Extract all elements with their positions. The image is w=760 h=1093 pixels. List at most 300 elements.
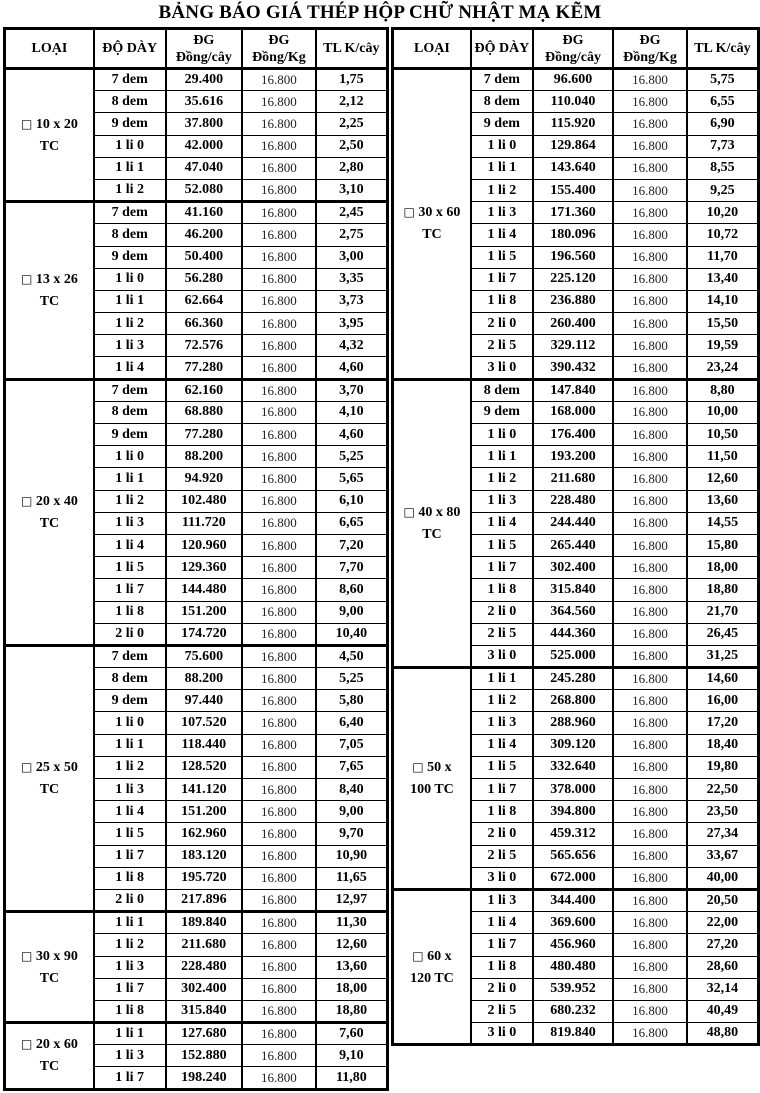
- weight-per-piece-cell: 6,10: [316, 490, 388, 512]
- checkbox-icon: □: [412, 760, 424, 774]
- weight-per-piece-cell: 4,32: [316, 335, 388, 357]
- type-cell: □ 60 x 120 TC: [392, 889, 471, 1044]
- thickness-cell: 1 li 2: [94, 490, 166, 512]
- price-per-piece-cell: 672.000: [533, 867, 613, 889]
- price-per-piece-cell: 62.664: [166, 290, 243, 312]
- thickness-cell: 2 li 5: [471, 1000, 533, 1022]
- thickness-cell: 1 li 8: [471, 290, 533, 312]
- price-per-piece-cell: 77.280: [166, 424, 243, 446]
- thickness-cell: 1 li 5: [471, 756, 533, 778]
- thickness-cell: 2 li 5: [471, 335, 533, 357]
- thickness-cell: 1 li 0: [94, 446, 166, 468]
- column-header: ĐG Đồng/Kg: [242, 29, 316, 69]
- thickness-cell: 1 li 2: [94, 756, 166, 778]
- right-price-table: [391, 27, 760, 1046]
- thickness-cell: 1 li 8: [471, 956, 533, 978]
- weight-per-piece-cell: 9,70: [316, 823, 388, 845]
- thickness-cell: 1 li 7: [471, 934, 533, 956]
- weight-per-piece-cell: 7,60: [316, 1023, 388, 1045]
- price-per-kg-cell: 16.800: [242, 756, 316, 778]
- price-per-kg-cell: 16.800: [242, 401, 316, 423]
- weight-per-piece-cell: 11,70: [687, 246, 759, 268]
- price-per-kg-cell: 16.800: [613, 557, 687, 579]
- price-per-kg-cell: 16.800: [242, 845, 316, 867]
- column-header: ĐG Đồng/cây: [533, 29, 613, 69]
- price-per-kg-cell: 16.800: [613, 845, 687, 867]
- weight-per-piece-cell: 10,00: [687, 401, 759, 423]
- thickness-cell: 1 li 5: [471, 246, 533, 268]
- price-per-kg-cell: 16.800: [613, 335, 687, 357]
- price-per-kg-cell: 16.800: [242, 357, 316, 379]
- weight-per-piece-cell: 18,80: [316, 1000, 388, 1022]
- price-per-piece-cell: 171.360: [533, 202, 613, 224]
- price-per-kg-cell: 16.800: [242, 91, 316, 113]
- weight-per-piece-cell: 15,50: [687, 313, 759, 335]
- weight-per-piece-cell: 4,60: [316, 357, 388, 379]
- thickness-cell: 1 li 3: [471, 202, 533, 224]
- weight-per-piece-cell: 3,35: [316, 268, 388, 290]
- price-per-kg-cell: 16.800: [242, 623, 316, 645]
- weight-per-piece-cell: 23,24: [687, 357, 759, 379]
- checkbox-icon: □: [21, 1037, 33, 1052]
- weight-per-piece-cell: 14,10: [687, 290, 759, 312]
- thickness-cell: 1 li 3: [94, 956, 166, 978]
- type-cell: □ 20 x 60 TC: [5, 1023, 94, 1090]
- thickness-cell: 7 dem: [94, 202, 166, 224]
- weight-per-piece-cell: 12,97: [316, 889, 388, 911]
- price-per-piece-cell: 260.400: [533, 313, 613, 335]
- price-per-kg-cell: 16.800: [242, 1023, 316, 1045]
- price-per-piece-cell: 525.000: [533, 645, 613, 667]
- price-per-kg-cell: 16.800: [613, 424, 687, 446]
- table-row: [5, 645, 388, 667]
- thickness-cell: 1 li 4: [471, 224, 533, 246]
- weight-per-piece-cell: 12,60: [687, 468, 759, 490]
- table-row: [392, 379, 758, 401]
- weight-per-piece-cell: 11,65: [316, 867, 388, 889]
- weight-per-piece-cell: 3,73: [316, 290, 388, 312]
- price-per-piece-cell: 52.080: [166, 179, 243, 201]
- price-per-kg-cell: 16.800: [242, 313, 316, 335]
- weight-per-piece-cell: 10,40: [316, 623, 388, 645]
- price-per-piece-cell: 369.600: [533, 912, 613, 934]
- price-per-kg-cell: 16.800: [613, 91, 687, 113]
- price-per-piece-cell: 819.840: [533, 1023, 613, 1045]
- price-per-kg-cell: 16.800: [242, 601, 316, 623]
- price-per-piece-cell: 193.200: [533, 446, 613, 468]
- price-per-piece-cell: 68.880: [166, 401, 243, 423]
- weight-per-piece-cell: 19,59: [687, 335, 759, 357]
- price-per-kg-cell: 16.800: [613, 246, 687, 268]
- table-row: [5, 379, 388, 401]
- weight-per-piece-cell: 6,40: [316, 712, 388, 734]
- price-per-kg-cell: 16.800: [613, 867, 687, 889]
- price-per-kg-cell: 16.800: [242, 246, 316, 268]
- weight-per-piece-cell: 11,80: [316, 1067, 388, 1089]
- thickness-cell: 9 dem: [94, 246, 166, 268]
- checkbox-icon: □: [403, 205, 415, 220]
- price-per-kg-cell: 16.800: [242, 557, 316, 579]
- price-per-piece-cell: 288.960: [533, 712, 613, 734]
- price-per-kg-cell: 16.800: [242, 823, 316, 845]
- price-per-kg-cell: 16.800: [242, 113, 316, 135]
- price-per-piece-cell: 35.616: [166, 91, 243, 113]
- thickness-cell: 3 li 0: [471, 357, 533, 379]
- price-per-kg-cell: 16.800: [613, 157, 687, 179]
- price-per-kg-cell: 16.800: [613, 446, 687, 468]
- checkbox-icon: □: [21, 948, 33, 963]
- weight-per-piece-cell: 8,55: [687, 157, 759, 179]
- page-title: BẢNG BÁO GIÁ THÉP HỘP CHỮ NHẬT MẠ KẼM: [158, 2, 602, 23]
- price-per-kg-cell: 16.800: [242, 668, 316, 690]
- price-per-kg-cell: 16.800: [613, 179, 687, 201]
- price-per-piece-cell: 102.480: [166, 490, 243, 512]
- weight-per-piece-cell: 18,00: [316, 978, 388, 1000]
- thickness-cell: 1 li 8: [471, 579, 533, 601]
- price-per-kg-cell: 16.800: [242, 734, 316, 756]
- thickness-cell: 1 li 0: [94, 268, 166, 290]
- weight-per-piece-cell: 18,80: [687, 579, 759, 601]
- price-per-kg-cell: 16.800: [613, 734, 687, 756]
- header-row: [5, 29, 388, 69]
- weight-per-piece-cell: 17,20: [687, 712, 759, 734]
- price-per-piece-cell: 72.576: [166, 335, 243, 357]
- thickness-cell: 1 li 2: [94, 313, 166, 335]
- weight-per-piece-cell: 14,55: [687, 512, 759, 534]
- price-per-kg-cell: 16.800: [242, 801, 316, 823]
- price-per-piece-cell: 75.600: [166, 645, 243, 667]
- weight-per-piece-cell: 7,20: [316, 534, 388, 556]
- thickness-cell: 7 dem: [94, 379, 166, 401]
- price-per-kg-cell: 16.800: [242, 490, 316, 512]
- type-cell: □ 50 x 100 TC: [392, 668, 471, 890]
- price-per-kg-cell: 16.800: [242, 468, 316, 490]
- price-per-piece-cell: 211.680: [533, 468, 613, 490]
- thickness-cell: 1 li 5: [94, 557, 166, 579]
- thickness-cell: 1 li 4: [471, 512, 533, 534]
- weight-per-piece-cell: 5,25: [316, 446, 388, 468]
- weight-per-piece-cell: 9,00: [316, 801, 388, 823]
- price-per-kg-cell: 16.800: [242, 1045, 316, 1067]
- price-per-kg-cell: 16.800: [613, 756, 687, 778]
- left-price-table: [3, 27, 389, 1091]
- price-per-kg-cell: 16.800: [613, 69, 687, 91]
- price-per-kg-cell: 16.800: [613, 1023, 687, 1045]
- price-per-piece-cell: 62.160: [166, 379, 243, 401]
- weight-per-piece-cell: 9,00: [316, 601, 388, 623]
- weight-per-piece-cell: 7,65: [316, 756, 388, 778]
- checkbox-icon: □: [21, 760, 33, 774]
- weight-per-piece-cell: 10,20: [687, 202, 759, 224]
- weight-per-piece-cell: 21,70: [687, 601, 759, 623]
- thickness-cell: 3 li 0: [471, 1023, 533, 1045]
- price-per-piece-cell: 332.640: [533, 756, 613, 778]
- thickness-cell: 1 li 0: [471, 424, 533, 446]
- price-per-kg-cell: 16.800: [242, 268, 316, 290]
- weight-per-piece-cell: 13,60: [687, 490, 759, 512]
- price-per-piece-cell: 42.000: [166, 135, 243, 157]
- weight-per-piece-cell: 13,40: [687, 268, 759, 290]
- price-per-kg-cell: 16.800: [242, 224, 316, 246]
- price-per-piece-cell: 174.720: [166, 623, 243, 645]
- thickness-cell: 1 li 3: [94, 1045, 166, 1067]
- price-per-piece-cell: 144.480: [166, 579, 243, 601]
- weight-per-piece-cell: 2,25: [316, 113, 388, 135]
- thickness-cell: 9 dem: [94, 113, 166, 135]
- price-per-piece-cell: 390.432: [533, 357, 613, 379]
- price-per-kg-cell: 16.800: [242, 512, 316, 534]
- weight-per-piece-cell: 32,14: [687, 978, 759, 1000]
- price-per-piece-cell: 196.560: [533, 246, 613, 268]
- checkbox-icon: □: [412, 948, 424, 963]
- thickness-cell: 1 li 7: [94, 978, 166, 1000]
- weight-per-piece-cell: 2,75: [316, 224, 388, 246]
- price-per-piece-cell: 147.840: [533, 379, 613, 401]
- table-row: [5, 1023, 388, 1045]
- thickness-cell: 1 li 3: [471, 490, 533, 512]
- thickness-cell: 1 li 1: [94, 157, 166, 179]
- price-per-piece-cell: 29.400: [166, 69, 243, 91]
- price-per-kg-cell: 16.800: [613, 512, 687, 534]
- weight-per-piece-cell: 4,50: [316, 645, 388, 667]
- table-row: [392, 668, 758, 690]
- weight-per-piece-cell: 22,00: [687, 912, 759, 934]
- weight-per-piece-cell: 10,72: [687, 224, 759, 246]
- thickness-cell: 1 li 1: [471, 157, 533, 179]
- price-per-piece-cell: 394.800: [533, 801, 613, 823]
- price-per-kg-cell: 16.800: [613, 623, 687, 645]
- thickness-cell: 1 li 8: [471, 801, 533, 823]
- table-row: [392, 889, 758, 911]
- price-per-piece-cell: 228.480: [533, 490, 613, 512]
- price-per-piece-cell: 329.112: [533, 335, 613, 357]
- price-per-kg-cell: 16.800: [242, 379, 316, 401]
- price-per-kg-cell: 16.800: [242, 290, 316, 312]
- thickness-cell: 2 li 5: [471, 845, 533, 867]
- thickness-cell: 9 dem: [471, 113, 533, 135]
- price-per-kg-cell: 16.800: [613, 490, 687, 512]
- thickness-cell: 1 li 3: [94, 512, 166, 534]
- price-per-kg-cell: 16.800: [242, 934, 316, 956]
- weight-per-piece-cell: 27,34: [687, 823, 759, 845]
- price-per-kg-cell: 16.800: [613, 801, 687, 823]
- price-per-piece-cell: 97.440: [166, 690, 243, 712]
- type-cell: □ 20 x 40 TC: [5, 379, 94, 645]
- weight-per-piece-cell: 8,60: [316, 579, 388, 601]
- thickness-cell: 8 dem: [471, 379, 533, 401]
- column-header: ĐG Đồng/cây: [166, 29, 243, 69]
- price-per-kg-cell: 16.800: [242, 912, 316, 934]
- price-per-kg-cell: 16.800: [242, 690, 316, 712]
- thickness-cell: 1 li 4: [94, 357, 166, 379]
- price-per-piece-cell: 315.840: [166, 1000, 243, 1022]
- thickness-cell: 1 li 1: [94, 734, 166, 756]
- price-per-kg-cell: 16.800: [613, 224, 687, 246]
- thickness-cell: 1 li 2: [94, 934, 166, 956]
- thickness-cell: 1 li 3: [471, 712, 533, 734]
- price-per-piece-cell: 110.040: [533, 91, 613, 113]
- thickness-cell: 1 li 7: [471, 268, 533, 290]
- thickness-cell: 1 li 2: [94, 179, 166, 201]
- header-row: [392, 29, 758, 69]
- price-per-kg-cell: 16.800: [613, 113, 687, 135]
- price-per-piece-cell: 183.120: [166, 845, 243, 867]
- column-header: ĐỘ DÀY: [94, 29, 166, 69]
- weight-per-piece-cell: 3,70: [316, 379, 388, 401]
- thickness-cell: 2 li 0: [471, 313, 533, 335]
- price-per-piece-cell: 88.200: [166, 446, 243, 468]
- price-per-piece-cell: 268.800: [533, 690, 613, 712]
- weight-per-piece-cell: 15,80: [687, 534, 759, 556]
- column-header: LOẠI: [392, 29, 471, 69]
- weight-per-piece-cell: 10,50: [687, 424, 759, 446]
- thickness-cell: 9 dem: [94, 424, 166, 446]
- thickness-cell: 1 li 2: [471, 468, 533, 490]
- thickness-cell: 1 li 7: [471, 779, 533, 801]
- weight-per-piece-cell: 13,60: [316, 956, 388, 978]
- thickness-cell: 1 li 1: [94, 468, 166, 490]
- price-per-piece-cell: 46.200: [166, 224, 243, 246]
- price-per-piece-cell: 309.120: [533, 734, 613, 756]
- weight-per-piece-cell: 11,50: [687, 446, 759, 468]
- thickness-cell: 1 li 3: [94, 335, 166, 357]
- type-cell: □ 25 x 50 TC: [5, 645, 94, 911]
- weight-per-piece-cell: 3,95: [316, 313, 388, 335]
- price-per-kg-cell: 16.800: [613, 912, 687, 934]
- price-per-piece-cell: 225.120: [533, 268, 613, 290]
- price-per-piece-cell: 480.480: [533, 956, 613, 978]
- price-per-kg-cell: 16.800: [613, 135, 687, 157]
- thickness-cell: 7 dem: [471, 69, 533, 91]
- price-per-kg-cell: 16.800: [613, 401, 687, 423]
- weight-per-piece-cell: 12,60: [316, 934, 388, 956]
- table-row: [5, 69, 388, 91]
- price-per-kg-cell: 16.800: [242, 424, 316, 446]
- price-per-piece-cell: 162.960: [166, 823, 243, 845]
- price-per-piece-cell: 680.232: [533, 1000, 613, 1022]
- price-per-kg-cell: 16.800: [613, 1000, 687, 1022]
- thickness-cell: 1 li 2: [471, 179, 533, 201]
- thickness-cell: 9 dem: [471, 401, 533, 423]
- price-per-piece-cell: 265.440: [533, 534, 613, 556]
- weight-per-piece-cell: 2,50: [316, 135, 388, 157]
- price-per-kg-cell: 16.800: [242, 779, 316, 801]
- thickness-cell: 1 li 2: [471, 690, 533, 712]
- price-per-piece-cell: 168.000: [533, 401, 613, 423]
- price-per-piece-cell: 151.200: [166, 801, 243, 823]
- price-per-piece-cell: 565.656: [533, 845, 613, 867]
- price-per-piece-cell: 364.560: [533, 601, 613, 623]
- thickness-cell: 8 dem: [94, 401, 166, 423]
- weight-per-piece-cell: 2,80: [316, 157, 388, 179]
- price-per-piece-cell: 459.312: [533, 823, 613, 845]
- thickness-cell: 1 li 5: [471, 534, 533, 556]
- price-per-kg-cell: 16.800: [613, 357, 687, 379]
- price-per-piece-cell: 128.520: [166, 756, 243, 778]
- price-per-piece-cell: 129.360: [166, 557, 243, 579]
- type-cell: □ 30 x 60 TC: [392, 69, 471, 380]
- price-per-kg-cell: 16.800: [613, 379, 687, 401]
- thickness-cell: 1 li 1: [94, 290, 166, 312]
- weight-per-piece-cell: 26,45: [687, 623, 759, 645]
- thickness-cell: 2 li 0: [471, 978, 533, 1000]
- thickness-cell: 1 li 7: [94, 579, 166, 601]
- thickness-cell: 1 li 3: [471, 889, 533, 911]
- price-per-kg-cell: 16.800: [613, 202, 687, 224]
- price-per-kg-cell: 16.800: [613, 268, 687, 290]
- table-row: [5, 202, 388, 224]
- weight-per-piece-cell: 7,70: [316, 557, 388, 579]
- thickness-cell: 3 li 0: [471, 867, 533, 889]
- weight-per-piece-cell: 28,60: [687, 956, 759, 978]
- weight-per-piece-cell: 19,80: [687, 756, 759, 778]
- price-per-piece-cell: 217.896: [166, 889, 243, 911]
- weight-per-piece-cell: 18,40: [687, 734, 759, 756]
- weight-per-piece-cell: 27,20: [687, 934, 759, 956]
- price-per-piece-cell: 127.680: [166, 1023, 243, 1045]
- price-per-piece-cell: 456.960: [533, 934, 613, 956]
- weight-per-piece-cell: 18,00: [687, 557, 759, 579]
- price-per-kg-cell: 16.800: [242, 579, 316, 601]
- price-per-kg-cell: 16.800: [613, 579, 687, 601]
- weight-per-piece-cell: 20,50: [687, 889, 759, 911]
- column-header: TL K/cây: [687, 29, 759, 69]
- price-per-kg-cell: 16.800: [613, 934, 687, 956]
- weight-per-piece-cell: 48,80: [687, 1023, 759, 1045]
- price-per-piece-cell: 151.200: [166, 601, 243, 623]
- thickness-cell: 8 dem: [94, 91, 166, 113]
- price-per-kg-cell: 16.800: [242, 867, 316, 889]
- weight-per-piece-cell: 9,10: [316, 1045, 388, 1067]
- price-per-piece-cell: 155.400: [533, 179, 613, 201]
- price-per-piece-cell: 302.400: [533, 557, 613, 579]
- price-per-kg-cell: 16.800: [613, 978, 687, 1000]
- price-per-piece-cell: 120.960: [166, 534, 243, 556]
- price-per-kg-cell: 16.800: [242, 202, 316, 224]
- price-per-piece-cell: 96.600: [533, 69, 613, 91]
- price-per-piece-cell: 176.400: [533, 424, 613, 446]
- thickness-cell: 1 li 3: [94, 779, 166, 801]
- thickness-cell: 2 li 0: [94, 623, 166, 645]
- weight-per-piece-cell: 6,55: [687, 91, 759, 113]
- thickness-cell: 2 li 0: [94, 889, 166, 911]
- price-per-piece-cell: 189.840: [166, 912, 243, 934]
- price-per-piece-cell: 245.280: [533, 668, 613, 690]
- thickness-cell: 1 li 4: [94, 801, 166, 823]
- price-per-kg-cell: 16.800: [242, 179, 316, 201]
- type-cell: □ 40 x 80 TC: [392, 379, 471, 667]
- price-per-kg-cell: 16.800: [613, 468, 687, 490]
- price-per-piece-cell: 236.880: [533, 290, 613, 312]
- thickness-cell: 1 li 4: [471, 912, 533, 934]
- price-per-kg-cell: 16.800: [613, 534, 687, 556]
- weight-per-piece-cell: 23,50: [687, 801, 759, 823]
- thickness-cell: 1 li 1: [471, 668, 533, 690]
- weight-per-piece-cell: 2,45: [316, 202, 388, 224]
- price-per-kg-cell: 16.800: [613, 889, 687, 911]
- thickness-cell: 1 li 7: [94, 845, 166, 867]
- thickness-cell: 8 dem: [94, 668, 166, 690]
- thickness-cell: 1 li 8: [94, 1000, 166, 1022]
- thickness-cell: 1 li 1: [94, 912, 166, 934]
- weight-per-piece-cell: 4,10: [316, 401, 388, 423]
- type-cell: □ 10 x 20 TC: [5, 69, 94, 202]
- price-per-piece-cell: 107.520: [166, 712, 243, 734]
- thickness-cell: 1 li 8: [94, 867, 166, 889]
- price-per-piece-cell: 228.480: [166, 956, 243, 978]
- price-per-piece-cell: 111.720: [166, 512, 243, 534]
- weight-per-piece-cell: 3,00: [316, 246, 388, 268]
